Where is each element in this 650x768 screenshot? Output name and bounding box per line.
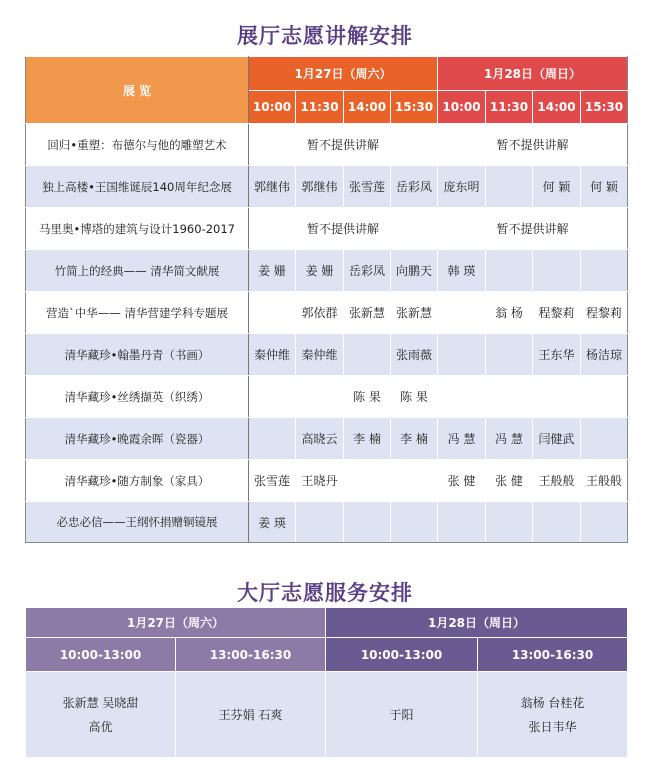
table-row [26, 292, 628, 334]
volunteer-cell: 王般般 [581, 460, 628, 502]
volunteer-cell: 李 楠 [344, 418, 391, 460]
exhibit-name: 马里奥•博塔的建筑与设计1960-2017 [26, 208, 249, 250]
volunteer-cell [344, 334, 391, 376]
volunteer-cell: 张雪莲 [249, 460, 296, 502]
hall-volunteer-cell [176, 672, 326, 758]
volunteer-cell: 陈 果 [391, 376, 438, 418]
volunteer-cell: 姜 姗 [249, 250, 296, 292]
no-tour-notice: 暂不提供讲解 [438, 208, 628, 250]
volunteer-cell [391, 502, 438, 543]
volunteer-cell: 秦仲维 [249, 334, 296, 376]
volunteer-cell: 张 健 [438, 460, 486, 502]
volunteer-cell: 岳彩凤 [391, 166, 438, 208]
hall-time-slot: 10:00-13:00 [326, 638, 478, 672]
hall-volunteer-row [26, 672, 628, 758]
volunteer-cell [249, 292, 296, 334]
volunteer-cell: 何 颖 [581, 166, 628, 208]
volunteer-cell: 程黎莉 [581, 292, 628, 334]
volunteer-cell [486, 250, 533, 292]
volunteer-cell: 姜 瑛 [249, 502, 296, 543]
time-slot-header: 14:00 [533, 91, 581, 124]
exhibit-name: 清华藏珍•翰墨丹青（书画） [26, 334, 249, 376]
guided-tour-schedule-table [25, 56, 628, 543]
table-row [26, 208, 628, 250]
table-row [26, 166, 628, 208]
volunteer-name: 张日韦华 [528, 719, 577, 734]
volunteer-cell [344, 460, 391, 502]
volunteer-cell [391, 460, 438, 502]
exhibit-name: 独上高楼•王国维诞辰140周年纪念展 [26, 166, 249, 208]
volunteer-cell: 庞东明 [438, 166, 486, 208]
exhibit-name: 必忠必信——王纲怀捐赠铜镜展 [26, 502, 249, 543]
volunteer-cell: 郭继伟 [249, 166, 296, 208]
volunteer-cell: 姜 姗 [296, 250, 344, 292]
volunteer-cell: 王东华 [533, 334, 581, 376]
volunteer-cell: 冯 慧 [438, 418, 486, 460]
volunteer-cell [438, 292, 486, 334]
volunteer-cell [438, 502, 486, 543]
volunteer-cell: 高晓云 [296, 418, 344, 460]
table-row [26, 250, 628, 292]
volunteer-cell: 杨洁琼 [581, 334, 628, 376]
volunteer-cell: 翁 杨 [486, 292, 533, 334]
volunteer-cell: 韩 瑛 [438, 250, 486, 292]
volunteer-cell [533, 250, 581, 292]
time-slot-header: 11:30 [296, 91, 344, 124]
table-row [26, 502, 628, 543]
volunteer-cell [249, 376, 296, 418]
volunteer-cell: 张雪莲 [344, 166, 391, 208]
exhibit-name: 回归•重塑：布德尔与他的雕塑艺术 [26, 124, 249, 166]
volunteer-name: 张新慧 吴晓甜 [62, 695, 139, 710]
volunteer-cell: 郭依群 [296, 292, 344, 334]
volunteer-cell: 秦仲维 [296, 334, 344, 376]
table-row [26, 460, 628, 502]
hall-volunteer-cell [326, 672, 478, 758]
table-row [26, 418, 628, 460]
volunteer-cell: 张 健 [486, 460, 533, 502]
volunteer-cell: 陈 果 [344, 376, 391, 418]
schedule-title: 展厅志愿讲解安排 [237, 24, 413, 48]
time-slot-header: 11:30 [486, 91, 533, 124]
day2-header: 1月28日（周日） [438, 57, 628, 91]
volunteer-name: 翁杨 台桂花 [520, 695, 585, 710]
hall-time-slot: 13:00-16:30 [176, 638, 326, 672]
table-row [26, 334, 628, 376]
no-tour-notice: 暂不提供讲解 [438, 124, 628, 166]
volunteer-name: 王芬娟 石爽 [218, 707, 283, 722]
volunteer-cell [296, 502, 344, 543]
hall-service-title: 大厅志愿服务安排 [237, 581, 413, 605]
volunteer-cell [249, 418, 296, 460]
volunteer-cell [438, 334, 486, 376]
volunteer-cell: 王般般 [533, 460, 581, 502]
hall-volunteer-cell [478, 672, 628, 758]
volunteer-cell: 张新慧 [391, 292, 438, 334]
exhibit-name: 清华藏珍•晚霞余晖（瓷器） [26, 418, 249, 460]
volunteer-cell: 闫健武 [533, 418, 581, 460]
volunteer-cell: 冯 慧 [486, 418, 533, 460]
hall-day1-header: 1月27日（周六） [26, 608, 326, 638]
volunteer-cell: 郭继伟 [296, 166, 344, 208]
hall-time-slot: 10:00-13:00 [26, 638, 176, 672]
volunteer-cell: 向鹏天 [391, 250, 438, 292]
volunteer-cell: 张新慧 [344, 292, 391, 334]
volunteer-cell: 李 楠 [391, 418, 438, 460]
hall-day2-header: 1月28日（周日） [326, 608, 628, 638]
time-slot-header: 15:30 [581, 91, 628, 124]
volunteer-cell [296, 376, 344, 418]
table-row [26, 376, 628, 418]
volunteer-cell [486, 166, 533, 208]
volunteer-cell [486, 334, 533, 376]
volunteer-cell [486, 376, 533, 418]
volunteer-cell [486, 502, 533, 543]
volunteer-cell [533, 502, 581, 543]
volunteer-cell: 岳彩凤 [344, 250, 391, 292]
volunteer-name: 高优 [88, 719, 113, 734]
volunteer-cell [438, 376, 486, 418]
exhibit-name: 清华藏珍•随方制象（家具） [26, 460, 249, 502]
schedule-body [26, 124, 628, 543]
time-slot-header: 15:30 [391, 91, 438, 124]
volunteer-cell [581, 502, 628, 543]
volunteer-cell: 张雨薇 [391, 334, 438, 376]
no-tour-notice: 暂不提供讲解 [249, 124, 438, 166]
volunteer-cell: 王晓丹 [296, 460, 344, 502]
volunteer-cell [344, 502, 391, 543]
volunteer-cell [581, 376, 628, 418]
hall-time-slot: 13:00-16:30 [478, 638, 628, 672]
time-slot-header: 14:00 [344, 91, 391, 124]
no-tour-notice: 暂不提供讲解 [249, 208, 438, 250]
volunteer-cell: 程黎莉 [533, 292, 581, 334]
hall-service-table [25, 607, 628, 758]
exhibit-name: 竹简上的经典—— 清华简文献展 [26, 250, 249, 292]
hall-volunteer-cell [26, 672, 176, 758]
volunteer-cell [581, 250, 628, 292]
volunteer-cell: 何 颖 [533, 166, 581, 208]
time-slot-header: 10:00 [249, 91, 296, 124]
exhibit-column-header: 展 览 [26, 57, 249, 124]
time-slot-header: 10:00 [438, 91, 486, 124]
volunteer-name: 于阳 [389, 707, 414, 722]
exhibit-name: 清华藏珍•丝绣撷英（织绣） [26, 376, 249, 418]
day1-header: 1月27日（周六） [249, 57, 438, 91]
volunteer-cell [533, 376, 581, 418]
table-row [26, 124, 628, 166]
volunteer-cell [581, 418, 628, 460]
exhibit-name: 营造`中华—— 清华营建学科专题展 [26, 292, 249, 334]
